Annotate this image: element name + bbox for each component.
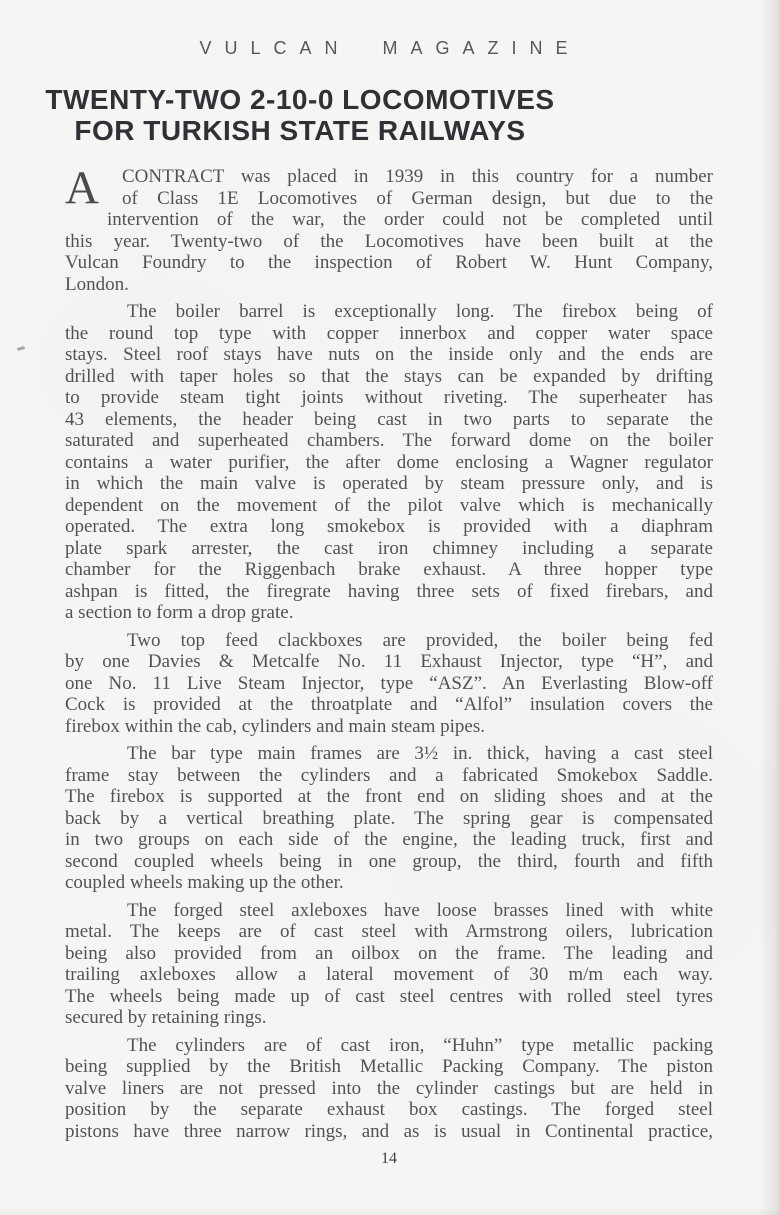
article-title-line-2: FOR TURKISH STATE RAILWAYS xyxy=(74,115,526,146)
text-line: stays. Steel roof stays have nuts on the inside only and the ends are xyxy=(65,344,713,365)
page-edge-shadow xyxy=(760,0,780,1215)
text-line: intervention of the war, the order could not be completed until xyxy=(107,209,713,230)
text-line: dependent on the movement of the pilot valve which is mechanically xyxy=(65,494,713,516)
paragraph xyxy=(65,1035,713,1143)
text-line: pistons have three narrow rings, and as is usual in Continental practice, xyxy=(65,1120,713,1142)
text-line: position by the separate exhaust box castings. The forged steel xyxy=(65,1099,713,1120)
paragraph xyxy=(65,162,713,295)
scan-speck xyxy=(17,346,26,351)
text-line: second coupled wheels being in one group, the third, fourth and fifth xyxy=(65,850,713,872)
text-line: The boiler barrel is exceptionally long. The firebox being of xyxy=(127,301,713,322)
text-line: operated. The extra long smokebox is provided with a diaphram xyxy=(65,516,713,537)
paragraph xyxy=(65,630,713,738)
text-line: being supplied by the British Metallic Packing Company. The piston xyxy=(65,1056,713,1077)
text-line: one No. 11 Live Steam Injector, type “ASZ”. An Everlasting Blow-off xyxy=(65,672,713,694)
text-line: firebox within the cab, cylinders and main steam pipes. xyxy=(65,715,485,737)
drop-cap: A xyxy=(65,162,99,214)
text-line: Vulcan Foundry to the inspection of Robert W. Hunt Company, xyxy=(65,252,713,273)
text-line: CONTRACT was placed in 1939 in this country for a number xyxy=(122,166,713,187)
text-line: in which the main valve is operated by steam pressure only, and is xyxy=(65,473,713,494)
text-line: back by a vertical breathing plate. The spring gear is compensated xyxy=(65,807,713,829)
text-line: coupled wheels making up the other. xyxy=(65,872,344,893)
article-body xyxy=(65,162,713,1148)
paragraph xyxy=(65,301,713,624)
masthead: VULCAN MAGAZINE xyxy=(199,38,581,58)
text-line: frame stay between the cylinders and a fabricated Smokebox Saddle. xyxy=(65,764,713,786)
text-line: Two top feed clackboxes are provided, the boiler being fed xyxy=(127,629,713,651)
text-line: metal. The keeps are of cast steel with Armstrong oilers, lubrication xyxy=(65,921,713,942)
text-line: The cylinders are of cast iron, “Huhn” type metallic packing xyxy=(127,1034,713,1056)
text-line: plate spark arrester, the cast iron chimney including a separate xyxy=(65,537,713,559)
text-line: of Class 1E Locomotives of German design, but due to the xyxy=(122,187,713,209)
text-line: saturated and superheated chambers. The forward dome on the boiler xyxy=(65,430,713,451)
text-line: The forged steel axleboxes have loose brasses lined with white xyxy=(127,899,713,921)
text-line: 43 elements, the header being cast in two parts to separate the xyxy=(65,408,713,430)
text-line: by one Davies & Metcalfe No. 11 Exhaust Injector, type “H”, and xyxy=(65,651,713,672)
text-line: London. xyxy=(65,273,129,295)
text-line: ashpan is fitted, the firegrate having three sets of fixed firebars, and xyxy=(65,580,713,602)
page-number: 14 xyxy=(381,1150,397,1167)
page-bottom-shadow xyxy=(0,1207,780,1215)
text-line: The bar type main frames are 3½ in. thick, having a cast steel xyxy=(127,743,713,764)
text-line: The wheels being made up of cast steel centres with rolled steel tyres xyxy=(65,985,713,1007)
article-title xyxy=(40,84,560,146)
text-line: Cock is provided at the throatplate and “Alfol” insulation covers the xyxy=(65,694,713,715)
paragraph xyxy=(65,900,713,1029)
text-line: being also provided from an oilbox on the frame. The leading and xyxy=(65,942,713,964)
text-line: in two groups on each side of the engine, the leading truck, first and xyxy=(65,829,713,850)
text-line: drilled with taper holes so that the stays can be expanded by drifting xyxy=(65,365,713,387)
text-line: this year. Twenty-two of the Locomotives have been built at the xyxy=(65,230,713,252)
paragraph xyxy=(65,743,713,894)
article-title-line-1: TWENTY-TWO 2-10-0 LOCOMOTIVES xyxy=(45,84,555,115)
text-line: contains a water purifier, the after dome enclosing a Wagner regulator xyxy=(65,451,713,473)
text-line: trailing axleboxes allow a lateral movement of 30 m/m each way. xyxy=(65,964,713,985)
text-line: chamber for the Riggenbach brake exhaust. A three hopper type xyxy=(65,559,713,580)
text-line: the round top type with copper innerbox and copper water space xyxy=(65,322,713,344)
text-line: secured by retaining rings. xyxy=(65,1007,267,1028)
text-line: to provide steam tight joints without riveting. The superheater has xyxy=(65,387,713,408)
text-line: The firebox is supported at the front end on sliding shoes and at the xyxy=(65,786,713,807)
text-line: valve liners are not pressed into the cylinder castings but are held in xyxy=(65,1077,713,1099)
text-line: a section to form a drop grate. xyxy=(65,602,294,623)
